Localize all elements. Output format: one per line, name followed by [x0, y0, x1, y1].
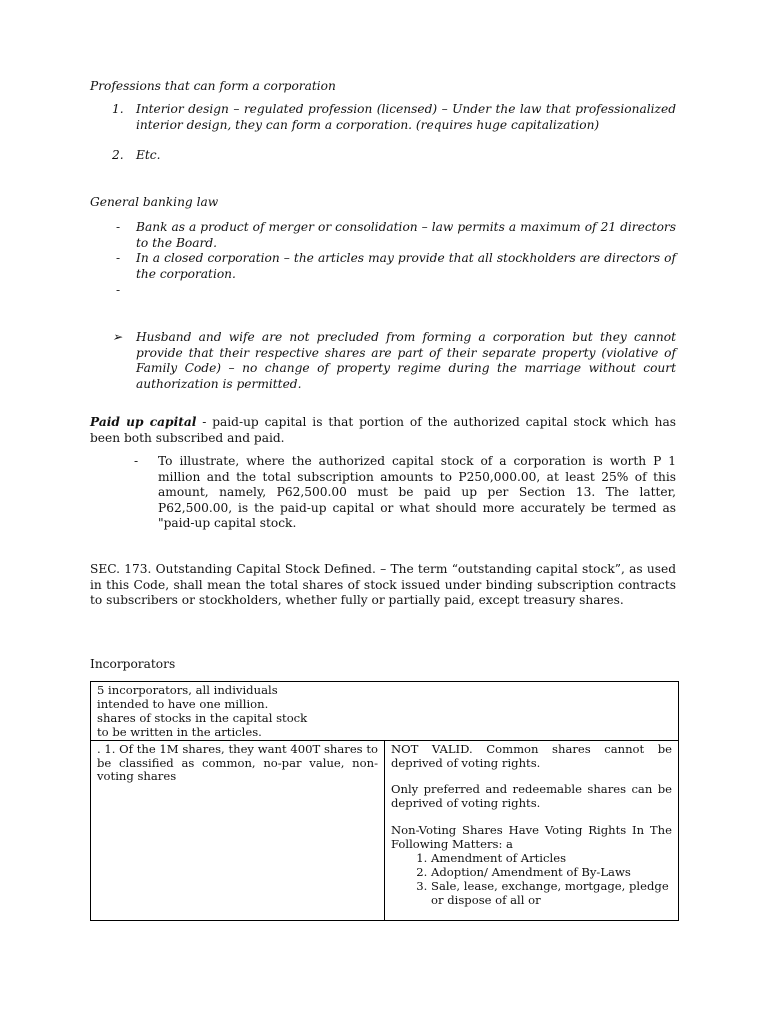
left-cell-text: . 1. Of the 1M shares, they want 400T shares to be classified as common, no-par value, non-voting shares — [97, 741, 378, 784]
list-item-text: Sale, lease, exchange, mortgage, pledge or dispose of all or — [431, 878, 669, 907]
banking-bullet-2-text: In a closed corporation – the articles may provide that all stockholders are directors of the corporation. — [136, 251, 676, 281]
table-row — [91, 682, 679, 741]
list-item — [431, 880, 672, 908]
right-cell — [385, 740, 679, 920]
list-item — [431, 866, 672, 880]
incorporators-table — [90, 681, 679, 921]
paid-up-term: Paid up capital — [90, 415, 197, 429]
sec-173-paragraph: SEC. 173. Outstanding Capital Stock Defined. – The term “outstanding capital stock”, as used in this Code, shall mean the total shares of stock issued under binding subscription contracts to subscribers or stockholders, whether fully or partially paid, except treasury shares. — [90, 562, 676, 608]
professions-item-1-text: Interior design – regulated profession (licensed) – Under the law that professionalized interior design, they can form a corporation. (requires huge capitalization) — [136, 102, 676, 132]
banking-bullet-1-mark: - — [116, 220, 121, 234]
table-row — [91, 740, 679, 920]
paid-up-illustration: To illustrate, where the authorized capital stock of a corporation is worth P 1 million and the total subscription amounts to P250,000.00, at least 25% of this amount, namely, P62,500.00 must be paid up per Section 13. The latter, P62,500.00, is the paid-up capital or what should more accurately be termed as "paid-up capital stock. — [158, 454, 676, 531]
banking-heading: General banking law — [90, 195, 219, 209]
professions-item-2-text: Etc. — [136, 148, 161, 162]
banking-bullet-3-mark: - — [116, 283, 121, 297]
left-cell — [91, 740, 385, 920]
header-line: 5 incorporators, all individuals — [97, 683, 278, 697]
voting-matters-list — [391, 852, 672, 908]
table-header-cell — [91, 682, 679, 741]
arrow-bullet-icon: ➢ — [112, 330, 123, 344]
professions-item-1-number: 1. — [112, 102, 124, 116]
right-cell-paragraph-2: Only preferred and redeemable shares can be deprived of voting rights. — [391, 782, 672, 811]
paid-up-bullet-mark: - — [134, 454, 139, 468]
header-line: to be written in the articles. — [97, 724, 262, 739]
header-line: shares of stocks in the capital stock — [97, 710, 308, 725]
right-cell-paragraph-3: Non-Voting Shares Have Voting Rights In The Following Matters: a — [391, 823, 672, 852]
list-item-text: Amendment of Articles — [431, 851, 567, 866]
incorporators-heading: Incorporators — [90, 657, 176, 671]
list-item-text: Adoption/ Amendment of By-Laws — [431, 864, 631, 879]
header-line: intended to have one million. — [97, 696, 269, 711]
professions-heading: Professions that can form a corporation — [90, 79, 336, 93]
right-cell-paragraph-1: NOT VALID. Common shares cannot be deprived of voting rights. — [391, 741, 672, 770]
professions-item-2-number: 2. — [112, 148, 124, 162]
list-item — [431, 852, 672, 866]
husband-wife-text: Husband and wife are not precluded from forming a corporation but they cannot provide that their respective shares are part of their separate property (violative of Family Code) – no change of property regime during the marriage without court authorization is permitted. — [136, 330, 676, 391]
banking-bullet-2-mark: - — [116, 251, 121, 265]
banking-bullet-1-text: Bank as a product of merger or consolidation – law permits a maximum of 21 directors to the Board. — [136, 220, 676, 250]
paid-up-definition: - paid-up capital is that portion of the authorized capital stock which has been both subscribed and paid. — [90, 415, 676, 445]
paid-up-paragraph — [90, 415, 676, 446]
